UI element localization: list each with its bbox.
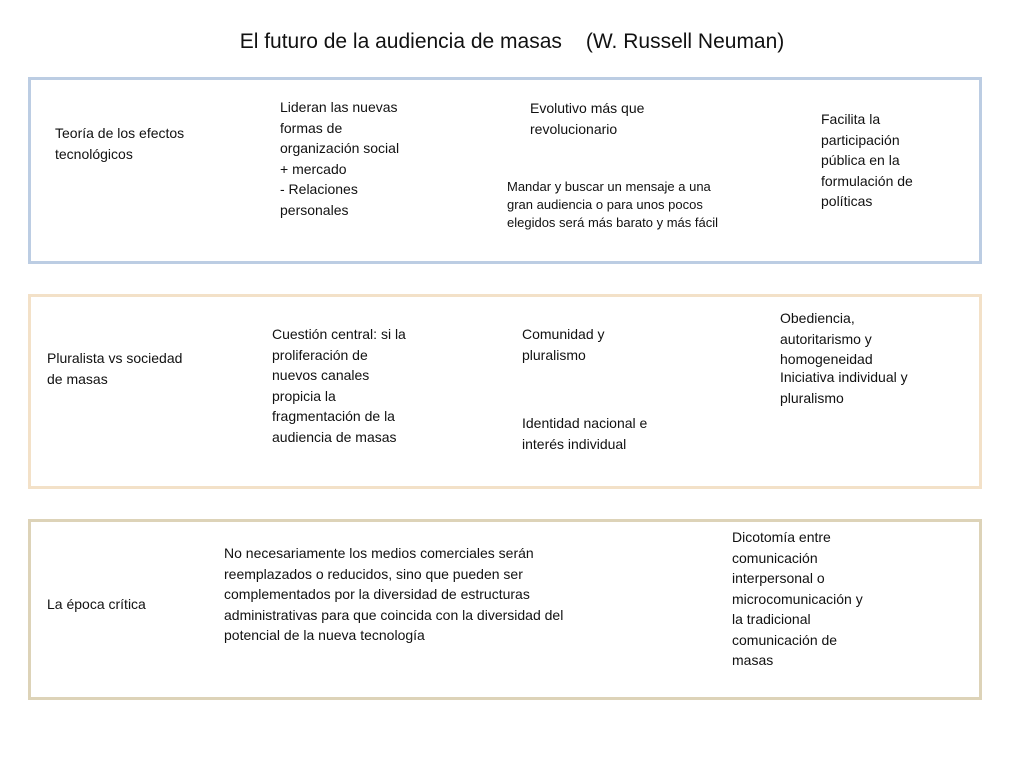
title-main: El futuro de la audiencia de masas [239,30,562,53]
row3-label: La época crítica [47,596,146,612]
row1-social-organization: Lideran las nuevas formas de organización social + mercado - Relaciones personales [280,99,400,218]
row2-label: Pluralista vs sociedad de masas [47,350,183,387]
row1-public-participation: Facilita la participación pública en la formulación de políticas [821,111,913,209]
row3-commercial-media: No necesariamente los medios comerciales serán reemplazados o reducidos, sino que pueden ser complementados por la diversidad de estructuras administrativas para que coincida con la diversidad del potencial de la nueva tecnología [224,545,564,643]
row2-individual-initiative: Iniciativa individual y pluralismo [780,369,908,406]
slide-title [0,28,1024,56]
row3-dichotomy: Dicotomía entre comunicación interpersonal o microcomunicación y la tradicional comunicación de masas [732,529,863,668]
row2-central-question: Cuestión central: si la proliferación de nuevos canales propicia la fragmentación de la audiencia de masas [272,326,406,445]
row1-label: Teoría de los efectos tecnológicos [55,125,185,162]
row2-community-pluralism: Comunidad y pluralismo [522,326,605,363]
title-author: (W. Russell Neuman) [585,30,785,53]
row1-evolutionary: Evolutivo más que revolucionario [530,100,645,137]
row2-national-identity: Identidad nacional e interés individual [522,415,648,452]
row1-message-note: Mandar y buscar un mensaje a una gran audiencia o para unos pocos elegidos será más barato y más fácil [507,179,718,230]
row2-obedience: Obediencia, autoritarismo y homogeneidad [780,310,873,367]
